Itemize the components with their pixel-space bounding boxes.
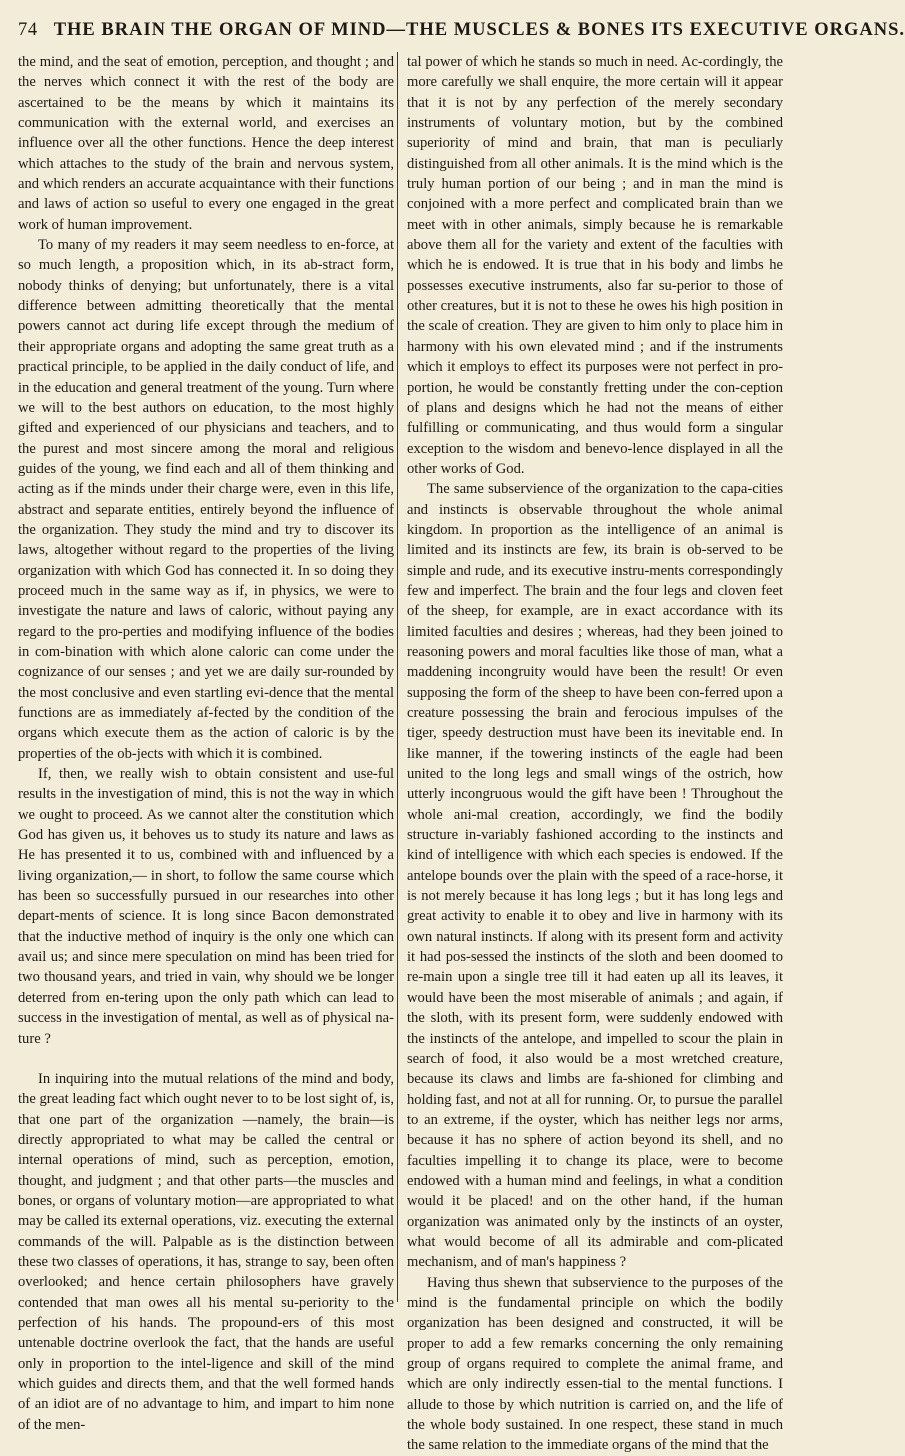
- running-title: THE BRAIN THE ORGAN OF MIND—THE MUSCLES & BONES ITS EXECUTIVE ORGANS.: [53, 20, 905, 40]
- paragraph: Having thus shewn that subservience to the purposes of the mind is the fundamental principle on which the bodily organization has been designed and constructed, it will be proper to add a few remarks concerning the only remaining group of organs required to complete the animal frame, and which are only indirectly essen-tial to the mental functions. I allude to those by which nutrition is carried on, and the life of the whole body sustained. In one respect, these stand in much the same relation to the immediate organs of the mind that the: [407, 1274, 783, 1454]
- paragraph: In inquiring into the mutual relations of the mind and body, the great leading fact which ought never to to be lost sight of, is, that one part of the organization —namely, the brain—is directly appropriated to what may be called the central or internal operations of mind, such as perception, emotion, thought, and judgment ; and that other parts—the muscles and bones, or organs of voluntary motion—are appropriated to what may be called its external operations, viz. executing the external commands of the will. Palpable as is the distinction between these two classes of operations, it has, strange to say, been often overlooked; and hence certain philosophers have gravely contended that man owes all his mental su-periority to the perfection of his hands. The propound-ers of this most untenable doctrine overlook the fact, that the hands are useful only in proportion to the intel-ligence and skill of the mind which guides and directs them, and that the well formed hands of an idiot are of no advantage to him, and impart to him none of the men-: [18, 1070, 394, 1433]
- paragraph: the mind, and the seat of emotion, perception, and thought ; and the nerves which connect it with the rest of the body are ascertained to be the means by which it maintains its communication with the external world, and exercises an influence over all the other functions. Hence the deep interest which attaches to the study of the brain and nervous system, and which renders an accurate acquaintance with their functions and laws of action so useful to every one engaged in the great work of human improvement.: [18, 54, 394, 233]
- page-number: 74: [18, 20, 38, 40]
- running-header: [18, 20, 905, 41]
- left-column: [18, 52, 394, 1435]
- right-column: [407, 52, 783, 1456]
- paragraph: The same subservience of the organization to the capa-cities and instincts is observable throughout the whole animal kingdom. In proportion as the intelligence of an animal is limited and its instincts are few, its brain is ob-served to be simple and rude, and its executive instru-ments correspondingly few and imperfect. The brain and the four legs and cloven feet of the sheep, for example, are in exact accordance with its limited faculties and desires ; whereas, had they been joined to reasoning powers and moral faculties like those of man, what a maddening incongruity would have been the result! Or even supposing the form of the sheep to have been con-ferred upon a creature possessing the brain and ferocious impulses of the tiger, speedy destruction must have been its inevitable end. In like manner, if the towering instincts of the eagle had been united to the long legs and small wings of the ostrich, how utterly incongruous would the gift have been ! Throughout the whole ani-mal creation, accordingly, we find the bodily structure in-variably fashioned according to the instincts and kind of intelligence with which each species is endowed. If the antelope bounds over the plain with the speed of a race-horse, it is not merely because it has long legs ; but it has long legs and great activity to enable it to obey and live in harmony with its own natural instincts. If along with its present form and activity it had pos-sessed the instincts of the sloth and been doomed to re-main upon a single tree till it had eaten up all its leaves, it would have been the most miserable of animals ; and again, if the sloth, with its present form, were suddenly endowed with the instincts of the antelope, and impelled to scour the plain in search of food, it also would be a most wretched creature, because its claws and limbs are fa-shioned for climbing and holding fast, and not at all for running. Or, to pursue the parallel to an extreme, if the oyster, which has neither legs nor arms, because it has no sphere of action beyond its shell, and no faculties impelling it to change its place, were to become endowed with a human mind and feelings, in what a condition would it be placed! and on the other hand, if the human organization was animated only by the instincts of an oyster, what would become of all its admirable and com-plicated mechanism, and of man's happiness ?: [407, 481, 783, 1271]
- paragraph: tal power of which he stands so much in need. Ac-cordingly, the more carefully we shall enquire, the more certain will it appear that it is not by any perfection of the merely secondary instruments of voluntary motion, but by the combined superiority of mind and brain, that man is peculiarly distinguished from all other animals. It is the mind which is the truly human portion of our being ; and in man the mind is conjoined with a more perfect and complicated brain than we meet with in other animals, simply because he is remarkable above them all for the variety and extent of the faculties with which he is endowed. It is true that in his body and limbs he possesses executive instruments, also far su-perior to those of other creatures, but it is not to these he owes his high position in the scale of creation. They are given to him only to place him in harmony with his own elevated mind ; and if the instruments which it employs to effect its purposes were not perfect in pro-portion, he would be constantly fretting under the con-ception of plans and designs which he had not the means of either fulfilling or communicating, and thus would form a singular exception to the wisdom and benevo-lence displayed in all the other works of God.: [407, 54, 783, 477]
- paragraph: To many of my readers it may seem needless to en-force, at so much length, a proposition which, in its ab-stract form, nobody thinks of denying; but unfortunately, there is a vital difference between admitting theoretically that the mental powers cannot act during life except through the medium of their appropriate organs and adopting the same great truth as a practical principle, to be applied in the daily conduct of life, and in the education and general treatment of the young. Turn where we will to the best authors on education, to the most highly gifted and experienced of our physicians and teachers, and to the purest and most sincere among the moral and religious guides of the young, we find each and all of them thinking and acting as if the minds under their charge were, even in this life, abstract and separate entities, entirely beyond the influence of the organization. They study the mind and try to discover its laws, altogether without regard to the properties of the living organization with which God has connected it. In so doing they proceed much in the same way as if, in physics, we were to investigate the nature and laws of caloric, without paying any regard to the pro-perties and modifying influence of the bodies in com-bination with which alone caloric can come under the cognizance of our senses ; and yet we are daily sur-rounded by the most conclusive and even startling evi-dence that the mental functions are as immediately af-fected by the condition of the organs which execute them as the action of caloric is by the properties of the ob-jects with which it is combined.: [18, 237, 394, 762]
- column-divider: [397, 52, 398, 1302]
- paragraph: If, then, we really wish to obtain consistent and use-ful results in the investigation of mind, this is not the way in which we ought to proceed. As we cannot alter the constitution which God has given us, it behoves us to study its nature and laws as He has presented it to us, combined with and influenced by a living organization,— in short, to follow the same course which has been so successfully pursued in our researches into other depart-ments of science. It is long since Bacon demonstrated that the inductive method of inquiry is the only one which can avail us; and since mere speculation on mind has been tried for two thousand years, and tried in vain, why should we be longer deterred from en-tering upon the only path which can lead to success in the investigation of mental, as well as of physical na-ture ?: [18, 766, 394, 1047]
